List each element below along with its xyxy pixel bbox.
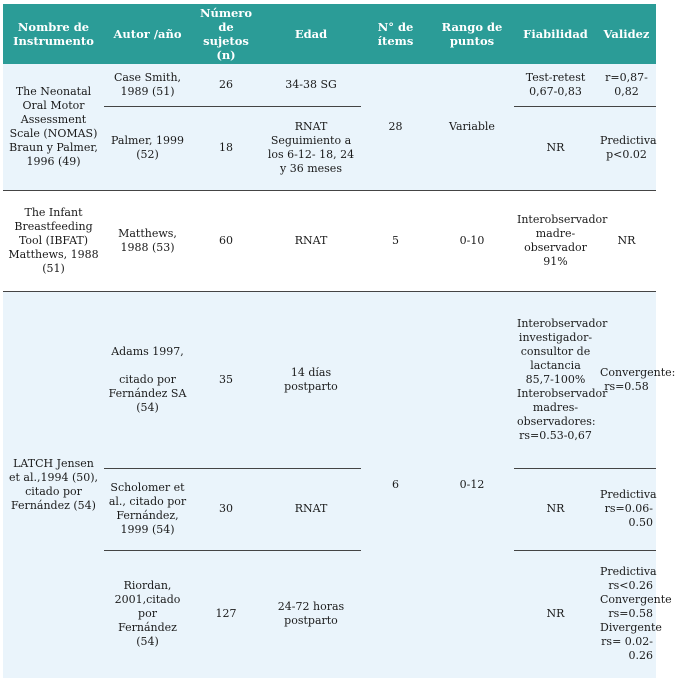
age-cell: 14 días postparto [261,291,361,468]
age-cell: RNAT [261,468,361,550]
header-subjects: Número de sujetos (n) [191,4,261,64]
age-cell: RNAT Seguimiento a los 6-12- 18, 24 y 36 meses [261,106,361,190]
reliability-cell: NR [546,607,565,621]
reliability-cell: NR [514,106,597,190]
subjects-cell: 35 [191,291,261,468]
table-row [3,64,656,106]
range-cell: Variable [430,64,514,190]
header-validity: Validez [597,4,656,64]
table-row [3,190,656,291]
header-range: Rango de puntos [430,4,514,64]
header-author: Autor /año [104,4,191,64]
author-cell: Matthews, 1988 (53) [104,190,191,291]
age-cell: 34-38 SG [261,64,361,106]
reliability-cell: NR [514,468,597,550]
header-age: Edad [261,4,361,64]
items-cell: 5 [361,190,430,291]
reliability-cell: Test-retest 0,67-0,83 [514,64,597,106]
author-cell: Case Smith, 1989 (51) [104,64,191,106]
subjects-cell: 60 [191,190,261,291]
author-cell: Scholomer et al., citado por Fernández, 1999 (54) [104,468,191,550]
instrument-cell: The Infant Breastfeeding Tool (IBFAT) Matthews, 1988 (51) [3,190,104,291]
age-cell: 24-72 horas postparto [277,600,345,628]
age-cell: RNAT [261,190,361,291]
items-cell: 28 [361,64,430,190]
validity-cell: NR [597,190,656,291]
subjects-cell: 18 [191,106,261,190]
validity-cell: Predictiva rs<0.26 Convergente rs=0.58 Divergente rs= 0.02-0.26 [600,565,672,663]
table-row [3,291,656,468]
author-cell: Palmer, 1999 (52) [104,106,191,190]
author-cell: Riordan, 2001,citado por Fernández (54) [114,579,181,649]
author-line: citado por Fernández SA (54) [108,372,187,414]
validity-cell: Convergente: rs=0.58 [597,291,656,468]
validity-cell: r=0,87-0,82 [597,64,656,106]
range-cell: 0-12 [459,477,485,491]
subjects-cell: 26 [191,64,261,106]
header-instrument: Nombre de Instrumento [3,4,104,64]
header-reliability: Fiabilidad [514,4,597,64]
instrument-cell: The Neonatal Oral Motor Assessment Scale (NOMAS) Braun y Palmer, 1996 (49) [3,64,104,190]
validity-cell: Predictiva rs=0.06-0.50 [597,468,656,550]
range-cell: 0-10 [430,190,514,291]
subjects-cell: 127 [215,607,237,621]
instruments-table [3,4,675,678]
header-row [3,4,656,64]
items-cell: 6 [392,477,399,491]
validity-cell: Predictiva p<0.02 [597,106,656,190]
subjects-cell: 30 [191,468,261,550]
author-line: Adams 1997, [111,344,184,358]
header-items: N° de ítems [361,4,430,64]
reliability-cell: Interobservador investigador-consultor de lactancia 85,7-100% Interobservador madres-observadores: rs=0.53-0,67 [514,291,597,468]
author-cell [104,291,191,468]
instrument-cell: LATCH Jensen et al.,1994 (50), citado por Fernández (54) [8,456,99,512]
reliability-cell: Interobservador madre-observador 91% [514,190,597,291]
